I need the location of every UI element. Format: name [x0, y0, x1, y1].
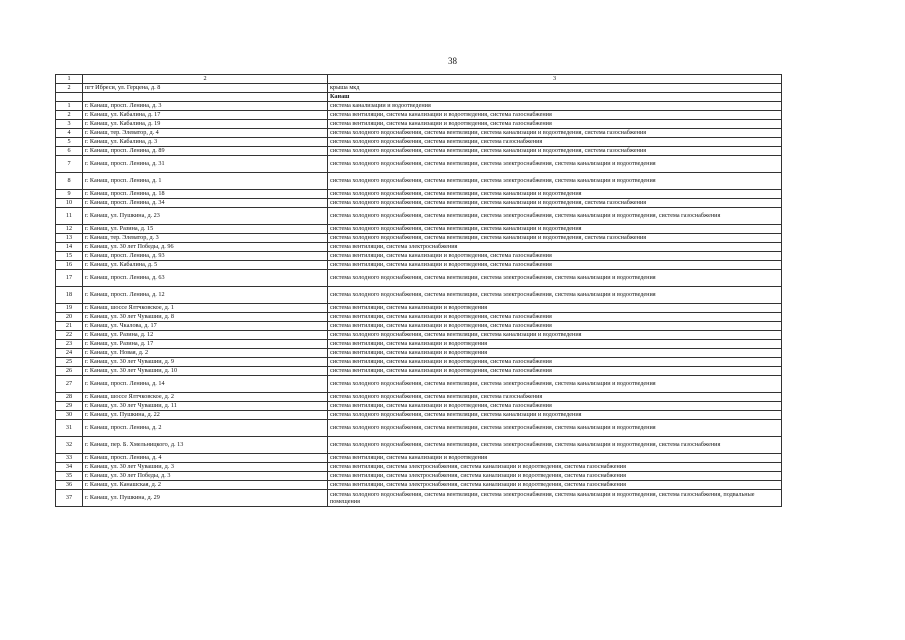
row-systems: система вентиляции, система канализации и водоотведения — [328, 340, 782, 349]
table-row — [56, 411, 782, 420]
row-number: 26 — [56, 367, 83, 376]
row-address: г. Канаш, ул. Разина, д. 15 — [83, 225, 328, 234]
table-row — [56, 349, 782, 358]
row-number: 10 — [56, 199, 83, 208]
row-systems: система холодного водоснабжения, система вентиляции, система канализации и водоотведения — [328, 190, 782, 199]
row-number: 2 — [56, 111, 83, 120]
row-systems: система вентиляции, система электроснабжения, система канализации и водоотведения, система газоснабжения — [328, 472, 782, 481]
row-address: г. Канаш, ул. Кабалина, д. 5 — [83, 261, 328, 270]
row-number: 20 — [56, 313, 83, 322]
row-systems: система холодного водоснабжения, система вентиляции, система канализации и водоотведения — [328, 225, 782, 234]
row-address: г. Канаш, ул. Пушкина, д. 22 — [83, 411, 328, 420]
row-address: г. Канаш, ул. 30 лет Чувашии, д. 8 — [83, 313, 328, 322]
table-row — [56, 376, 782, 393]
row-address: г. Канаш, шоссе Ялтчковское, д. 1 — [83, 304, 328, 313]
row-systems: система вентиляции, система канализации и водоотведения, система газоснабжения — [328, 313, 782, 322]
row-systems: система вентиляции, система канализации и водоотведения, система газоснабжения — [328, 111, 782, 120]
table-body — [56, 75, 782, 507]
header-cell-address: 2 — [83, 75, 328, 84]
row-systems: система вентиляции, система канализации и водоотведения, система газоснабжения — [328, 322, 782, 331]
table-row — [56, 270, 782, 287]
table-row — [56, 243, 782, 252]
row-address: г. Канаш, тер. Элеватор, д. 3 — [83, 234, 328, 243]
row-address: г. Канаш, ул. Кабалина, д. 19 — [83, 120, 328, 129]
row-number: 23 — [56, 340, 83, 349]
table-row — [56, 129, 782, 138]
section-num-cell — [56, 93, 83, 102]
row-systems: система холодного водоснабжения, система вентиляции, система электроснабжения, система канализации и водоотведения — [328, 270, 782, 287]
table-row — [56, 490, 782, 507]
table-row — [56, 331, 782, 340]
row-systems: система вентиляции, система канализации и водоотведения — [328, 454, 782, 463]
row-address: г. Канаш, ул. Кабалина, д. 3 — [83, 138, 328, 147]
table-row — [56, 234, 782, 243]
table-row — [56, 147, 782, 156]
row-systems: система вентиляции, система электроснабжения, система канализации и водоотведения, система газоснабжения — [328, 463, 782, 472]
row-systems: система канализации и водоотведения — [328, 102, 782, 111]
table-row — [56, 454, 782, 463]
row-number: 25 — [56, 358, 83, 367]
row-number: 24 — [56, 349, 83, 358]
row-number: 36 — [56, 481, 83, 490]
row-address: г. Канаш, ул. Чкалова, д. 17 — [83, 322, 328, 331]
row-systems: система холодного водоснабжения, система вентиляции, система газоснабжения — [328, 393, 782, 402]
row-number: 27 — [56, 376, 83, 393]
page-number: 38 — [448, 56, 457, 66]
table-row — [56, 199, 782, 208]
table-row — [56, 173, 782, 190]
row-address: г. Канаш, просп. Ленина, д. 2 — [83, 420, 328, 437]
table-row — [56, 304, 782, 313]
row-address: г. Канаш, просп. Ленина, д. 18 — [83, 190, 328, 199]
row-number: 37 — [56, 490, 83, 507]
row-address: г. Канаш, просп. Ленина, д. 3 — [83, 102, 328, 111]
row-number: 11 — [56, 208, 83, 225]
row-number: 6 — [56, 147, 83, 156]
table-row — [56, 393, 782, 402]
row-systems: система вентиляции, система электроснабжения — [328, 243, 782, 252]
row-number: 7 — [56, 156, 83, 173]
row-number: 15 — [56, 252, 83, 261]
row-number: 16 — [56, 261, 83, 270]
row-number: 21 — [56, 322, 83, 331]
row-number: 9 — [56, 190, 83, 199]
table-row — [56, 111, 782, 120]
row-address: г. Канаш, ул. 30 лет Победы, д. 3 — [83, 472, 328, 481]
row-number: 13 — [56, 234, 83, 243]
row-number: 14 — [56, 243, 83, 252]
row-address: г. Канаш, просп. Ленина, д. 1 — [83, 173, 328, 190]
row-systems: система холодного водоснабжения, система вентиляции, система электроснабжения, система канализации и водоотведения — [328, 287, 782, 304]
row-address: г. Канаш, ул. Разина, д. 12 — [83, 331, 328, 340]
row-number: 12 — [56, 225, 83, 234]
row-number: 28 — [56, 393, 83, 402]
header-cell-systems: 3 — [328, 75, 782, 84]
table-row — [56, 261, 782, 270]
row-address: г. Канаш, ул. Новая, д. 2 — [83, 349, 328, 358]
row-number: 2 — [56, 84, 83, 93]
row-systems: система вентиляции, система канализации и водоотведения, система газоснабжения — [328, 120, 782, 129]
row-number: 5 — [56, 138, 83, 147]
table-row — [56, 120, 782, 129]
table-row — [56, 402, 782, 411]
row-number: 4 — [56, 129, 83, 138]
row-systems: система холодного водоснабжения, система вентиляции, система электроснабжения, система канализации и водоотведения, система газоснабжения — [328, 437, 782, 454]
row-address: г. Канаш, ул. Пушкина, д. 29 — [83, 490, 328, 507]
row-number: 3 — [56, 120, 83, 129]
row-address: г. Канаш, ул. 30 лет Чувашии, д. 3 — [83, 463, 328, 472]
row-address: г. Канаш, ул. 30 лет Чувашии, д. 9 — [83, 358, 328, 367]
row-systems: крыша мкд — [328, 84, 782, 93]
table-row — [56, 190, 782, 199]
row-number: 22 — [56, 331, 83, 340]
row-systems: система холодного водоснабжения, система вентиляции, система электроснабжения, система канализации и водоотведения — [328, 173, 782, 190]
row-number: 1 — [56, 102, 83, 111]
row-address: г. Канаш, просп. Ленина, д. 63 — [83, 270, 328, 287]
row-address: г. Канаш, ул. Канашская, д. 2 — [83, 481, 328, 490]
table-row — [56, 340, 782, 349]
row-systems: система вентиляции, система канализации и водоотведения, система газоснабжения — [328, 358, 782, 367]
row-systems: система холодного водоснабжения, система вентиляции, система электроснабжения, система канализации и водоотведения, система газоснабжения, подвальные помещения — [328, 490, 782, 507]
table-row — [56, 102, 782, 111]
row-number: 17 — [56, 270, 83, 287]
row-systems: система холодного водоснабжения, система вентиляции, система электроснабжения, система канализации и водоотведения — [328, 376, 782, 393]
row-address: г. Канаш, просп. Ленина, д. 12 — [83, 287, 328, 304]
row-address: г. Канаш, просп. Ленина, д. 14 — [83, 376, 328, 393]
row-number: 30 — [56, 411, 83, 420]
table-row — [56, 358, 782, 367]
table-row — [56, 287, 782, 304]
row-systems: система холодного водоснабжения, система вентиляции, система электроснабжения, система канализации и водоотведения, система газоснабжения — [328, 208, 782, 225]
row-address: г. Канаш, просп. Ленина, д. 93 — [83, 252, 328, 261]
row-address: г. Канаш, ул. Разина, д. 17 — [83, 340, 328, 349]
row-systems: система вентиляции, система канализации и водоотведения — [328, 349, 782, 358]
row-systems: система холодного водоснабжения, система вентиляции, система канализации и водоотведения, система газоснабжения — [328, 147, 782, 156]
systems-table — [55, 74, 782, 507]
row-number: 8 — [56, 173, 83, 190]
table-row — [56, 252, 782, 261]
table-row — [56, 138, 782, 147]
row-number: 35 — [56, 472, 83, 481]
table-row — [56, 84, 782, 93]
row-systems: система вентиляции, система электроснабжения, система канализации и водоотведения, система газоснабжения — [328, 481, 782, 490]
row-systems: система холодного водоснабжения, система вентиляции, система канализации и водоотведения — [328, 411, 782, 420]
row-systems: система холодного водоснабжения, система вентиляции, система канализации и водоотведения — [328, 331, 782, 340]
row-systems: система вентиляции, система канализации и водоотведения, система газоснабжения — [328, 261, 782, 270]
table-row — [56, 463, 782, 472]
table-row — [56, 322, 782, 331]
table-row — [56, 481, 782, 490]
table-row — [56, 313, 782, 322]
row-number: 18 — [56, 287, 83, 304]
row-address: пгт Ибреси, ул. Герцена, д. 8 — [83, 84, 328, 93]
table-row — [56, 437, 782, 454]
row-systems: система холодного водоснабжения, система вентиляции, система газоснабжения — [328, 138, 782, 147]
table-row — [56, 472, 782, 481]
row-address: г. Канаш, шоссе Ялтчковское, д. 2 — [83, 393, 328, 402]
row-systems: система холодного водоснабжения, система вентиляции, система канализации и водоотведения, система газоснабжения — [328, 234, 782, 243]
table-row — [56, 367, 782, 376]
row-address: г. Канаш, ул. 30 лет Чувашии, д. 10 — [83, 367, 328, 376]
section-title: Канаш — [328, 93, 782, 102]
row-address: г. Канаш, пер. Б. Хмельницкого, д. 13 — [83, 437, 328, 454]
row-address: г. Канаш, просп. Ленина, д. 31 — [83, 156, 328, 173]
row-address: г. Канаш, просп. Ленина, д. 89 — [83, 147, 328, 156]
row-address: г. Канаш, ул. 30 лет Победы, д. 96 — [83, 243, 328, 252]
row-systems: система холодного водоснабжения, система вентиляции, система электроснабжения, система канализации и водоотведения — [328, 156, 782, 173]
row-number: 19 — [56, 304, 83, 313]
header-cell-num: 1 — [56, 75, 83, 84]
table-row — [56, 156, 782, 173]
row-address: г. Канаш, ул. Пушкина, д. 23 — [83, 208, 328, 225]
row-systems: система вентиляции, система канализации и водоотведения, система газоснабжения — [328, 402, 782, 411]
row-number: 29 — [56, 402, 83, 411]
row-systems: система вентиляции, система канализации и водоотведения, система газоснабжения — [328, 252, 782, 261]
row-address: г. Канаш, тер. Элеватор, д. 4 — [83, 129, 328, 138]
row-address: г. Канаш, ул. Кабалина, д. 17 — [83, 111, 328, 120]
section-row — [56, 93, 782, 102]
header-row — [56, 75, 782, 84]
row-number: 34 — [56, 463, 83, 472]
table-row — [56, 225, 782, 234]
section-address-cell — [83, 93, 328, 102]
row-number: 33 — [56, 454, 83, 463]
table-row — [56, 420, 782, 437]
row-systems: система вентиляции, система канализации и водоотведения, система газоснабжения — [328, 367, 782, 376]
row-number: 32 — [56, 437, 83, 454]
row-systems: система холодного водоснабжения, система вентиляции, система канализации и водоотведения, система газоснабжения — [328, 199, 782, 208]
row-address: г. Канаш, ул. 30 лет Чувашии, д. 11 — [83, 402, 328, 411]
row-address: г. Канаш, просп. Ленина, д. 34 — [83, 199, 328, 208]
row-address: г. Канаш, просп. Ленина, д. 4 — [83, 454, 328, 463]
row-systems: система вентиляции, система канализации и водоотведения — [328, 304, 782, 313]
row-systems: система холодного водоснабжения, система вентиляции, система электроснабжения, система канализации и водоотведения — [328, 420, 782, 437]
row-number: 31 — [56, 420, 83, 437]
table-row — [56, 208, 782, 225]
row-systems: система холодного водоснабжения, система вентиляции, система канализации и водоотведения, система газоснабжения — [328, 129, 782, 138]
